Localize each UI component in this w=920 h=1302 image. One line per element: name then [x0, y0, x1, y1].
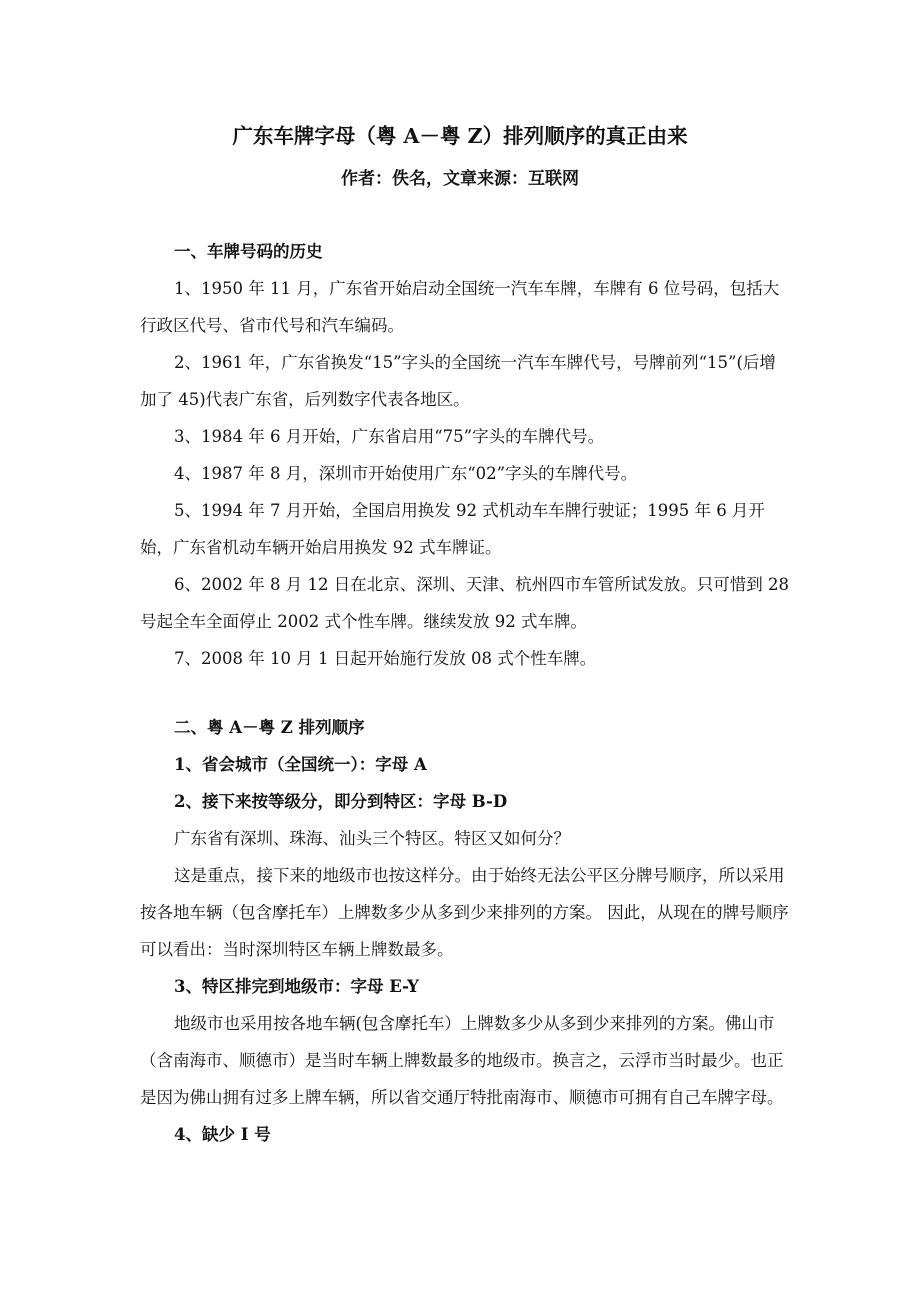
document-title: 广东车牌字母（粤 A－粤 Z）排列顺序的真正由来: [232, 124, 688, 148]
history-item: 7、2008 年 10 月 1 日起开始施行发放 08 式个性车牌。: [174, 649, 597, 668]
section-heading: 一、车牌号码的历史: [174, 242, 323, 261]
paragraph: 地级市也采用按各地车辆(包含摩托车）上牌数多少从多到少来排列的方案。佛山市（含南海市、顺德市）是当时车辆上牌数最多的地级市。换言之，云浮市当时最少。也正是因为佛山拥有过多上牌车辆，所以省交通厅特批南海市、顺德市可拥有自己车牌字母。: [140, 1014, 784, 1107]
document-body: [140, 233, 790, 1153]
section-spacer: [140, 677, 790, 709]
history-item: 6、2002 年 8 月 12 日在北京、深圳、天津、杭州四市车管所试发放。只可惜到 28 号起全车全面停止 2002 式个性车牌。继续发放 92 式车牌。: [140, 575, 789, 631]
history-item: 5、1994 年 7 月开始，全国启用换发 92 式机动车车牌行驶证；1995 年 6 月开始，广东省机动车辆开始启用换发 92 式车牌证。: [140, 501, 765, 557]
byline: 作者：佚名，文章来源：互联网: [341, 169, 579, 189]
history-item: 2、1961 年，广东省换发“15”字头的全国统一汽车车牌代号，号牌前列“15”(后增加了 45)代表广东省，后列数字代表各地区。: [140, 353, 776, 409]
section-heading: 二、粤 A－粤 Z 排列顺序: [174, 718, 365, 737]
paragraph: 广东省有深圳、珠海、汕头三个特区。特区又如何分？: [174, 829, 570, 848]
history-item: 3、1984 年 6 月开始，广东省启用“75”字头的车牌代号。: [174, 427, 605, 446]
subheading: 2、接下来按等级分，即分到特区：字母 B-D: [174, 792, 508, 811]
paragraph: 这是重点，接下来的地级市也按这样分。由于始终无法公平区分牌号顺序，所以采用按各地车辆（包含摩托车）上牌数多少从多到少来排列的方案。 因此，从现在的牌号顺序可以看出：当时深圳特区车辆上牌数最多。: [140, 866, 789, 959]
history-item: 4、1987 年 8 月，深圳市开始使用广东“02”字头的车牌代号。: [174, 464, 638, 483]
subheading: 3、特区排完到地级市：字母 E-Y: [174, 977, 419, 996]
subheading: 1、省会城市（全国统一）：字母 A: [174, 755, 427, 774]
subheading: 4、缺少 I 号: [174, 1125, 271, 1144]
history-item: 1、1950 年 11 月，广东省开始启动全国统一汽车车牌，车牌有 6 位号码，包括大行政区代号、省市代号和汽车编码。: [140, 279, 780, 335]
